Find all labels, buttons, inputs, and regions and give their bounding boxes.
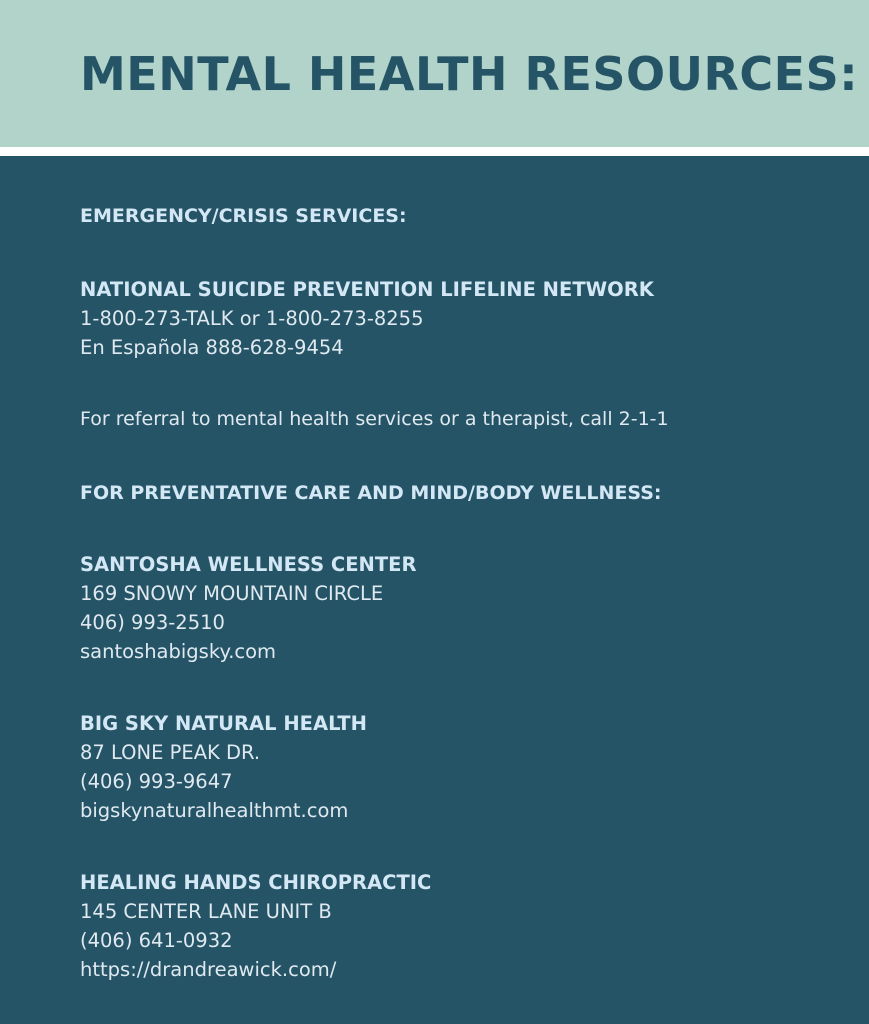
org-address: 87 LONE PEAK DR. xyxy=(80,741,261,764)
resources-panel xyxy=(0,156,869,1024)
org-phone: (406) 641-0932 xyxy=(80,929,233,952)
org-phone: 406) 993-2510 xyxy=(80,611,225,634)
lifeline-phone: 1-800-273-TALK or 1-800-273-8255 xyxy=(80,307,424,330)
org-phone: (406) 993-9647 xyxy=(80,770,233,793)
org-name: HEALING HANDS CHIROPRACTIC xyxy=(80,871,432,894)
lifeline-spanish-phone: En Española 888-628-9454 xyxy=(80,336,344,359)
org-website: bigskynaturalhealthmt.com xyxy=(80,799,349,822)
org-website: https://drandreawick.com/ xyxy=(80,958,337,981)
header-banner xyxy=(0,0,869,147)
page-title: MENTAL HEALTH RESOURCES: xyxy=(80,47,859,101)
org-address: 145 CENTER LANE UNIT B xyxy=(80,900,332,923)
referral-note: For referral to mental health services or a therapist, call 2-1-1 xyxy=(80,408,669,430)
lifeline-org-name: NATIONAL SUICIDE PREVENTION LIFELINE NETWORK xyxy=(80,278,654,301)
org-address: 169 SNOWY MOUNTAIN CIRCLE xyxy=(80,582,384,605)
org-name: SANTOSHA WELLNESS CENTER xyxy=(80,553,417,576)
org-name: BIG SKY NATURAL HEALTH xyxy=(80,712,367,735)
emergency-heading: EMERGENCY/CRISIS SERVICES: xyxy=(80,205,407,227)
preventative-heading: FOR PREVENTATIVE CARE AND MIND/BODY WELLNESS: xyxy=(80,482,662,504)
org-website: santoshabigsky.com xyxy=(80,640,277,663)
